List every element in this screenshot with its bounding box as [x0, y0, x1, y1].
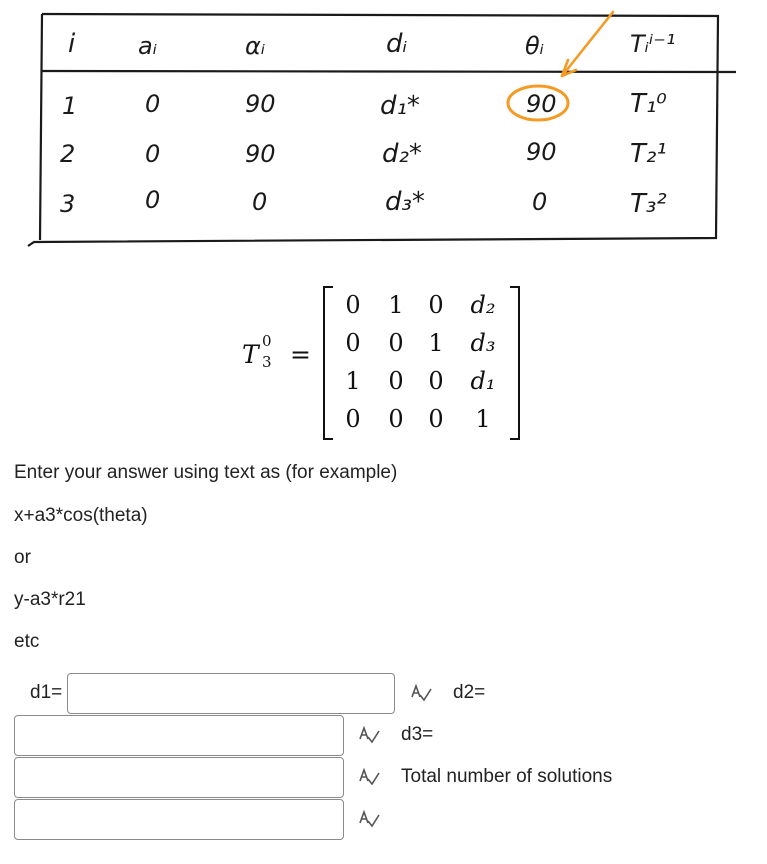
matrix-cell: 0: [428, 405, 444, 433]
row1-a: 0: [145, 90, 161, 118]
matrix-lhs: [242, 332, 311, 371]
matrix-subscript: 3: [262, 353, 272, 371]
matrix-cell: 0: [345, 405, 361, 433]
matrix-cell: 1: [345, 367, 361, 395]
d3-label: d3=: [401, 724, 434, 745]
header-divider: [42, 71, 736, 72]
instruction-text: Enter your answer using text as (for example): [14, 462, 398, 483]
matrix-superscript: 0: [262, 332, 272, 350]
row3-a: 0: [145, 186, 161, 214]
matrix-cell: 1: [475, 405, 491, 433]
spellcheck-icon[interactable]: [358, 809, 380, 829]
matrix-cell: 0: [388, 405, 404, 433]
total-solutions-label: Total number of solutions: [401, 766, 613, 787]
d3-input[interactable]: [14, 757, 344, 798]
spellcheck-icon[interactable]: [410, 683, 432, 703]
header-i: i: [68, 29, 76, 59]
matrix-symbol: T: [242, 340, 259, 369]
row2-T: T₂¹: [630, 139, 667, 169]
matrix-cell: 0: [388, 329, 404, 357]
matrix-cell: 0: [345, 329, 361, 357]
equals-sign: =: [290, 340, 311, 369]
header-alpha: αᵢ: [245, 32, 266, 60]
or-text: or: [14, 547, 31, 568]
row1-theta: 90: [526, 90, 557, 118]
matrix-cell: 0: [388, 367, 404, 395]
transform-matrix: [238, 282, 528, 442]
matrix-cell: 1: [388, 291, 404, 319]
row1-i: 1: [62, 92, 78, 120]
dh-parameter-table: [0, 0, 767, 250]
spellcheck-icon[interactable]: [358, 767, 380, 787]
matrix-cell: d₂: [470, 291, 496, 319]
row3-i: 3: [60, 190, 76, 218]
header-theta: θᵢ: [525, 32, 544, 60]
example-2: y-a3*r21: [14, 589, 86, 610]
row2-a: 0: [145, 140, 161, 168]
spellcheck-icon[interactable]: [358, 725, 380, 745]
table-border: [28, 14, 718, 246]
matrix-cell: 0: [428, 291, 444, 319]
table-left-edge: [40, 14, 42, 240]
row2-theta: 90: [526, 138, 557, 166]
row3-alpha: 0: [252, 188, 268, 216]
matrix-cell: d₁: [470, 367, 496, 395]
row2-i: 2: [60, 140, 76, 168]
matrix-grid: [330, 286, 510, 438]
row3-theta: 0: [532, 188, 548, 216]
matrix-cell: 0: [428, 367, 444, 395]
header-T: Tᵢⁱ⁻¹: [630, 30, 676, 58]
matrix-cell: d₃: [470, 329, 496, 357]
header-a: aᵢ: [138, 32, 157, 60]
d2-label: d2=: [453, 682, 486, 703]
row3-T: T₃²: [630, 189, 667, 219]
example-1: x+a3*cos(theta): [14, 505, 148, 526]
total-solutions-input[interactable]: [14, 799, 344, 840]
matrix-cell: 1: [428, 329, 444, 357]
row1-alpha: 90: [245, 90, 276, 118]
row1-d: d₁*: [380, 91, 420, 121]
row2-d: d₂*: [382, 139, 422, 169]
row1-T: T₁⁰: [630, 89, 667, 119]
etc-text: etc: [14, 631, 40, 652]
row2-alpha: 90: [245, 140, 276, 168]
d1-input[interactable]: [67, 673, 395, 714]
right-bracket: [510, 286, 520, 440]
d2-input[interactable]: [14, 715, 344, 756]
d1-label: d1=: [30, 682, 63, 703]
highlight-arrow-icon: [562, 12, 613, 76]
header-d: dᵢ: [386, 29, 408, 59]
row3-d: d₃*: [385, 187, 425, 217]
matrix-cell: 0: [345, 291, 361, 319]
